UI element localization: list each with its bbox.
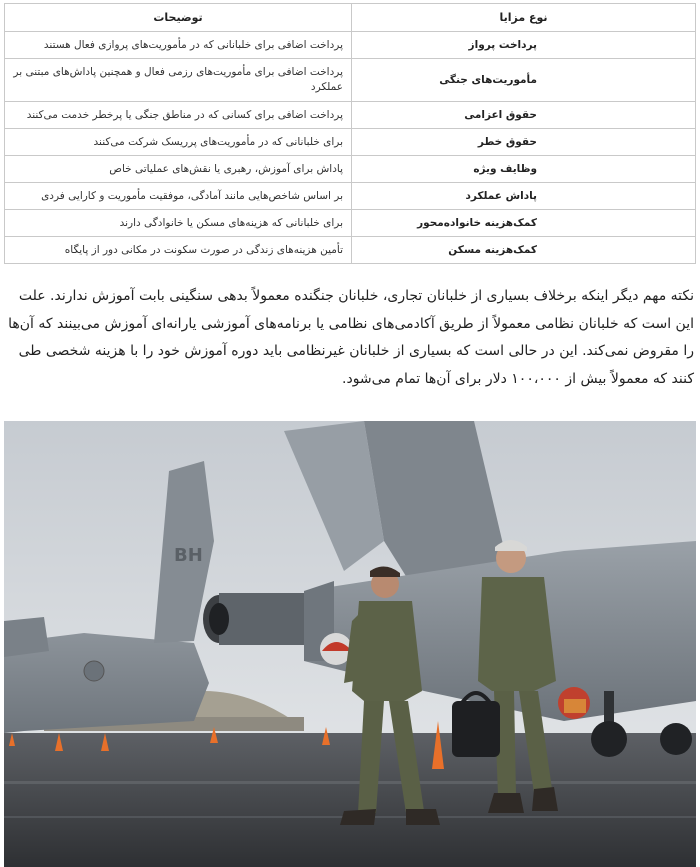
benefit-type-cell: حقوق اعزامی — [352, 102, 696, 129]
table-row — [5, 59, 696, 102]
table-row — [5, 32, 696, 59]
header-description: توضیحات — [5, 4, 352, 32]
benefit-description-cell: برای خلبانانی که هزینه‌های مسکن یا خانوادگی دارند — [5, 210, 352, 237]
benefit-description-cell: تأمین هزینه‌های زندگی در صورت سکونت در مکانی دور از پایگاه — [5, 237, 352, 264]
header-benefit-type: نوع مزایا — [352, 4, 696, 32]
benefit-description-cell: پرداخت اضافی برای خلبانانی که در مأموریت‌های پروازی فعال هستند — [5, 32, 352, 59]
article-paragraph: نکته مهم دیگر اینکه برخلاف بسیاری از خلبانان تجاری، خلبانان جنگنده معمولاً بدهی سنگینی بابت آموزش ندارند. علت این است که خلبانان نظامی معمولاً از طریق آکادمی‌های نظامی یا برنامه‌های آموزشی یارانه‌ای آموزش می‌بینند که آن‌ها را مقروض نمی‌کند. این در حالی است که بسیاری از خلبانان غیرنظامی باید دوره آموزش خود را با هزینه شخصی طی کنند که معمولاً بیش از ۱۰۰،۰۰۰ دلار برای آن‌ها تمام می‌شود. — [8, 288, 694, 387]
benefit-description-cell: بر اساس شاخص‌هایی مانند آمادگی، موفقیت مأموریت و کارایی فردی — [5, 183, 352, 210]
table-row — [5, 237, 696, 264]
benefit-type-cell: پاداش عملکرد — [352, 183, 696, 210]
benefit-description-cell: پاداش برای آموزش، رهبری یا نقش‌های عملیاتی خاص — [5, 156, 352, 183]
tail-code-label: BH — [174, 545, 203, 566]
table-row — [5, 156, 696, 183]
benefit-type-cell: کمک‌هزینه مسکن — [352, 237, 696, 264]
benefits-table — [4, 3, 696, 264]
fighter-pilots-photo — [4, 421, 696, 867]
benefit-description-cell: پرداخت اضافی برای مأموریت‌های رزمی فعال و همچنین پاداش‌های مبتنی بر عملکرد — [5, 59, 352, 102]
benefits-table-container — [4, 3, 696, 264]
benefit-description-cell: پرداخت اضافی برای کسانی که در مناطق جنگی یا پرخطر خدمت می‌کنند — [5, 102, 352, 129]
table-row — [5, 210, 696, 237]
table-row — [5, 102, 696, 129]
benefit-type-cell: مأموریت‌های جنگی — [352, 59, 696, 102]
table-row — [5, 129, 696, 156]
benefit-type-cell: پرداخت پرواز — [352, 32, 696, 59]
benefit-type-cell: کمک‌هزینه خانواده‌محور — [352, 210, 696, 237]
table-header-row — [5, 4, 696, 32]
benefit-type-cell: وظایف ویژه — [352, 156, 696, 183]
table-row — [5, 183, 696, 210]
benefit-description-cell: برای خلبانانی که در مأموریت‌های پرریسک شرکت می‌کنند — [5, 129, 352, 156]
benefit-type-cell: حقوق خطر — [352, 129, 696, 156]
